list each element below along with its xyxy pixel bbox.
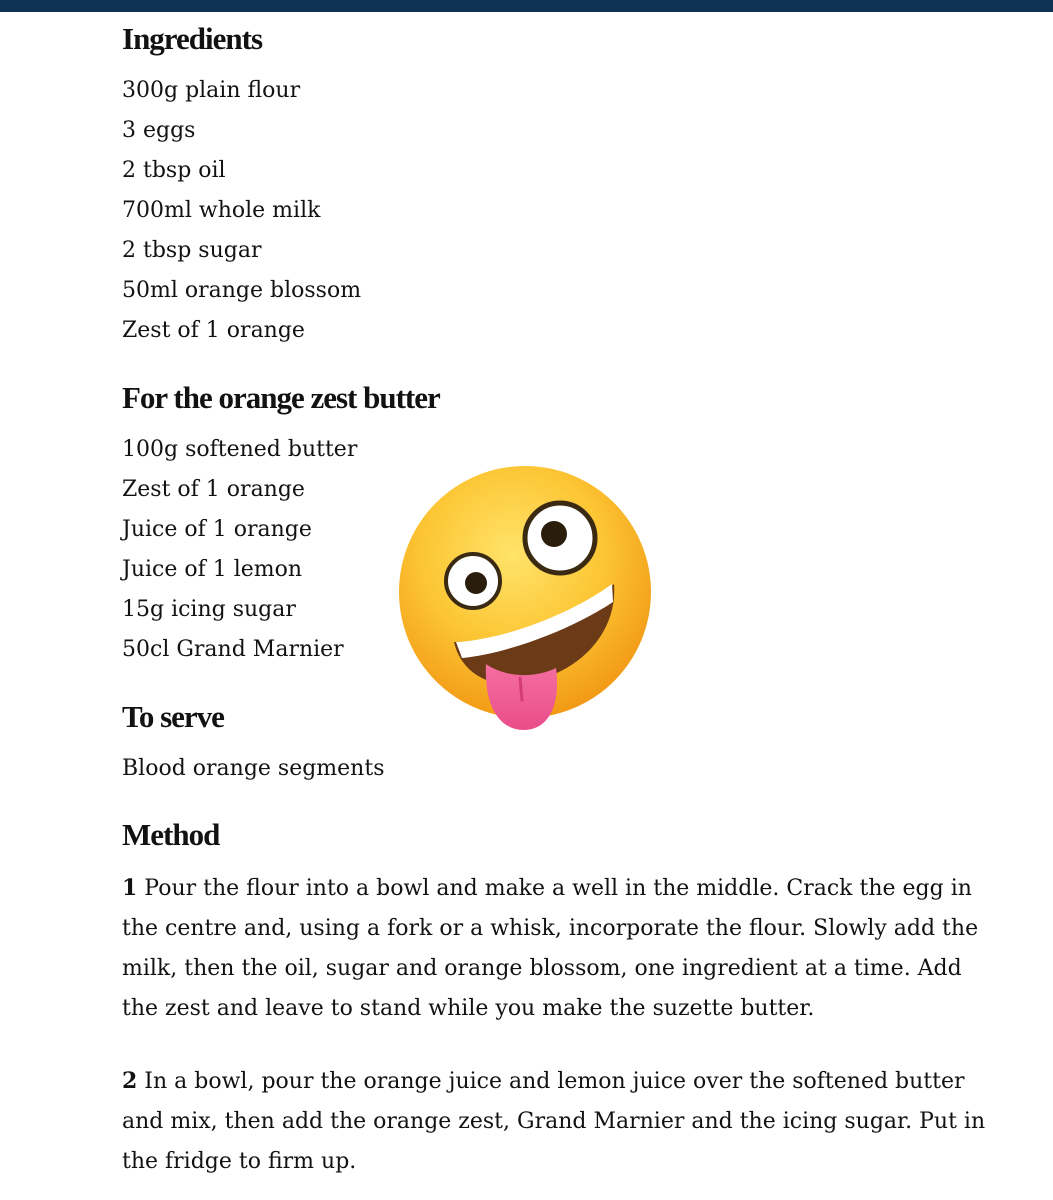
butter-item: Juice of 1 lemon: [122, 557, 303, 582]
step-text: In a bowl, pour the orange juice and lemon juice over the softened butter and mix, then add the orange zest, Grand Marnier and the icing sugar. Put in the fridge to firm up.: [122, 1069, 986, 1174]
ingredient-item: 3 eggs: [122, 118, 196, 143]
ingredients-heading: Ingredients: [122, 21, 263, 56]
ingredient-item: 2 tbsp sugar: [122, 238, 262, 263]
ingredient-item: 50ml orange blossom: [122, 278, 362, 303]
butter-item: Juice of 1 orange: [122, 517, 312, 542]
ingredient-item: Zest of 1 orange: [122, 318, 305, 343]
ingredient-item: 300g plain flour: [122, 78, 301, 103]
serve-heading: To serve: [122, 699, 224, 734]
butter-item: Zest of 1 orange: [122, 477, 305, 502]
top-bar: [0, 0, 1053, 12]
butter-item: 15g icing sugar: [122, 597, 296, 622]
serve-item: Blood orange segments: [122, 756, 385, 781]
step-number: 1: [122, 875, 138, 901]
method-step: [122, 868, 992, 1029]
butter-heading: For the orange zest butter: [122, 380, 440, 415]
method-heading: Method: [122, 817, 220, 852]
butter-item: 100g softened butter: [122, 437, 358, 462]
zany-face-icon: [396, 464, 654, 734]
ingredient-item: 700ml whole milk: [122, 198, 321, 223]
method-step: [122, 1061, 992, 1182]
ingredient-item: 2 tbsp oil: [122, 158, 226, 183]
step-number: 2: [122, 1068, 138, 1094]
butter-item: 50cl Grand Marnier: [122, 637, 344, 662]
step-text: Pour the flour into a bowl and make a well in the middle. Crack the egg in the centre and, using a fork or a whisk, incorporate the flour. Slowly add the milk, then the oil, sugar and orange blossom, one ingredient at a time. Add the zest and leave to stand while you make the suzette butter.: [122, 876, 979, 1021]
